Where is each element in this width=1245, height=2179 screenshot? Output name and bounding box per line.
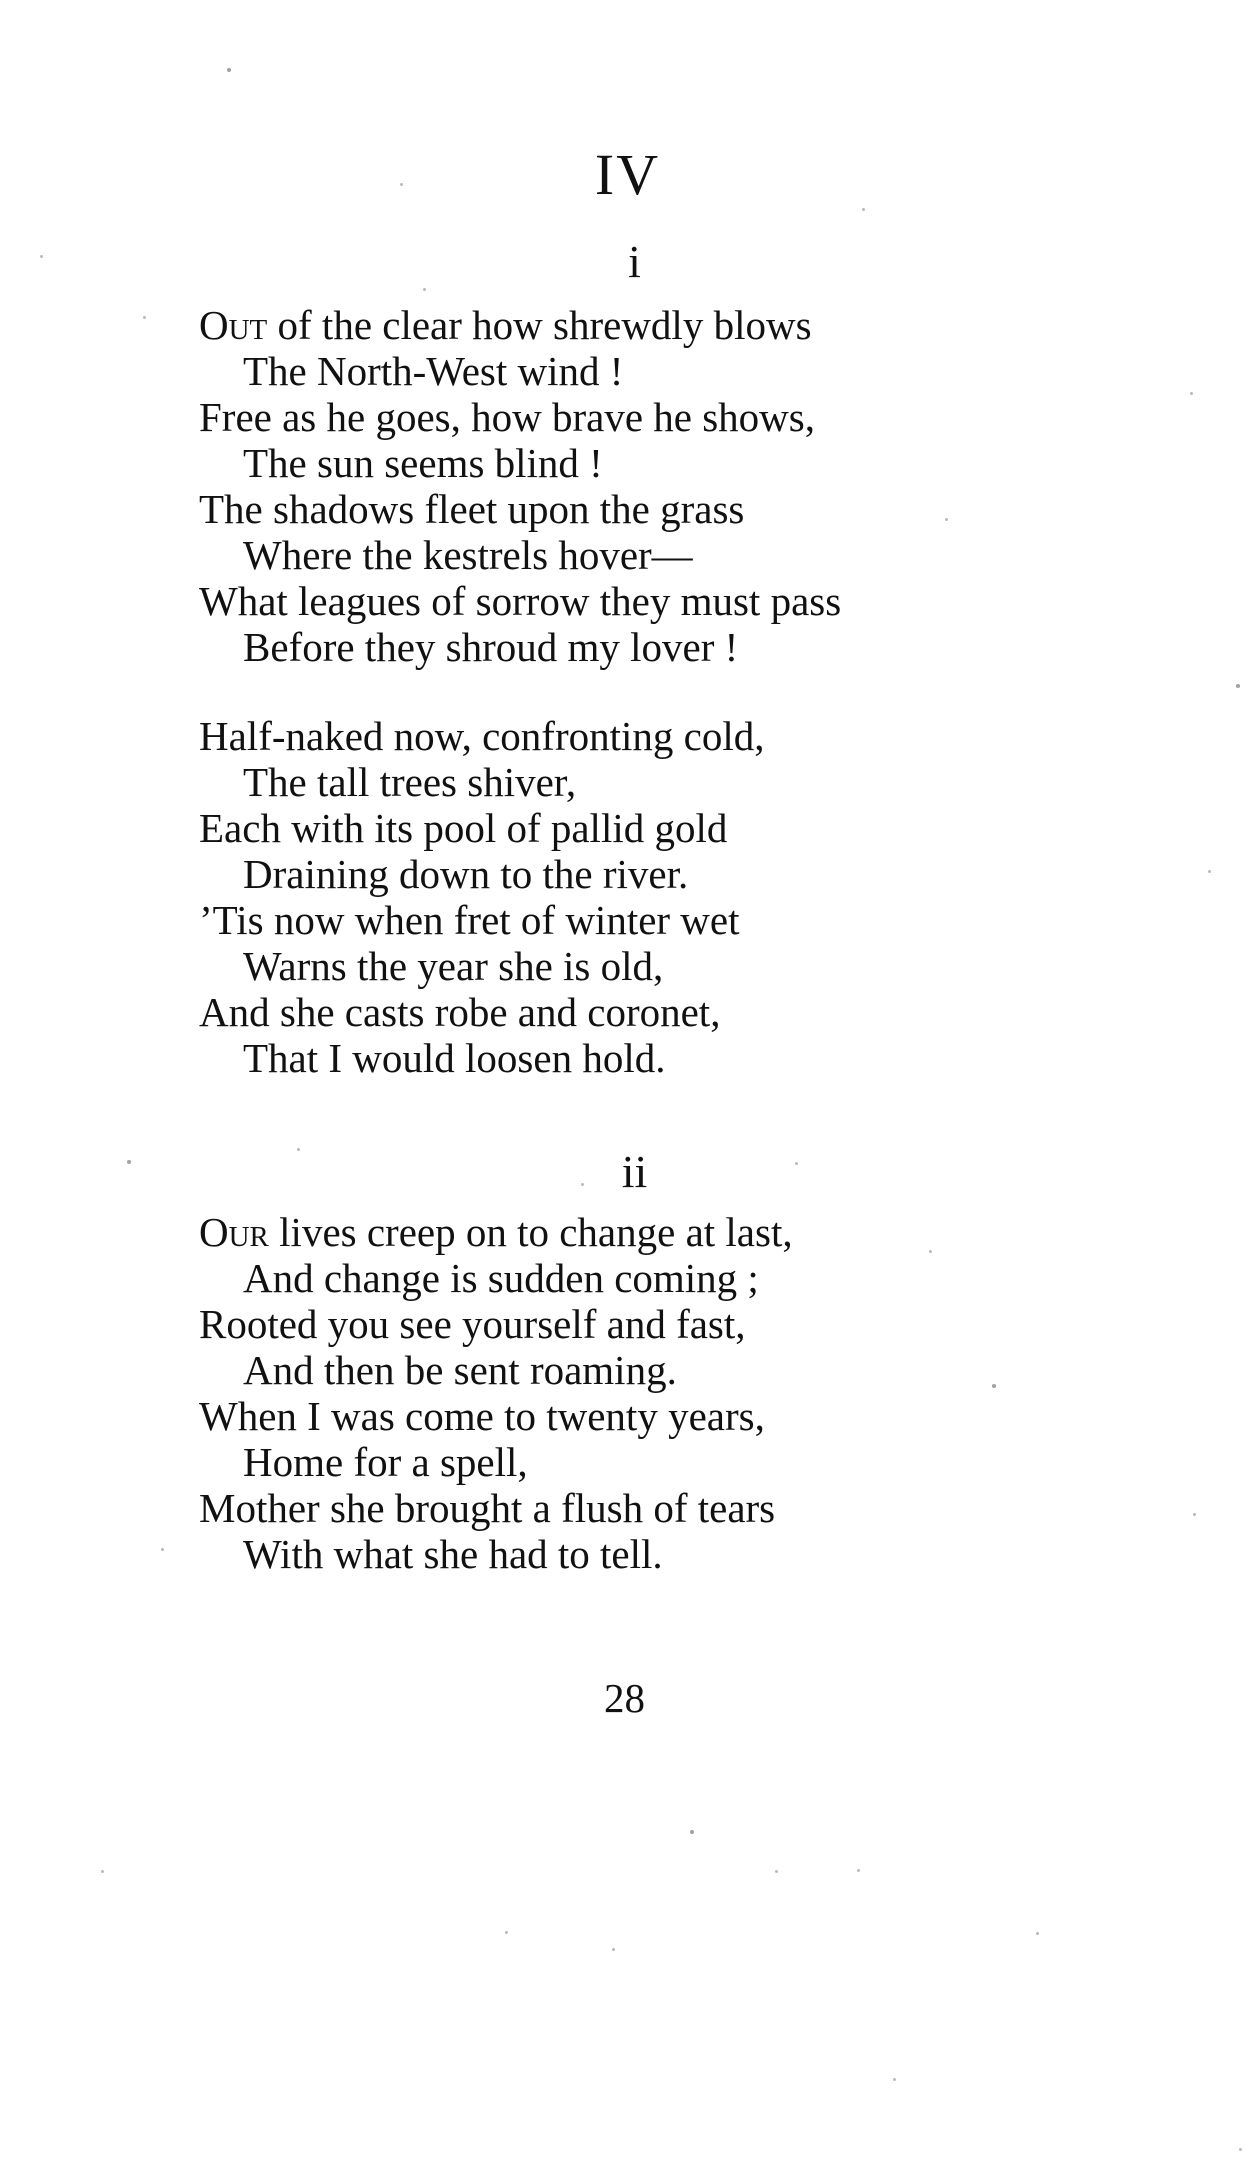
paper-speck xyxy=(505,1931,508,1934)
paper-speck xyxy=(775,1870,778,1873)
paper-speck xyxy=(1239,2148,1242,2151)
verse-line: The shadows fleet upon the grass xyxy=(199,486,745,532)
verse-line-lead: Out xyxy=(199,302,268,348)
paper-speck xyxy=(1036,1932,1039,1935)
verse-line-lead: Our xyxy=(199,1209,269,1255)
paper-speck xyxy=(893,2078,896,2081)
section-title: ii xyxy=(621,1146,648,1197)
paper-speck xyxy=(690,1830,694,1834)
verse-line-text: lives creep on to change at last, xyxy=(268,1209,793,1255)
verse-line xyxy=(199,302,1039,348)
paper-speck xyxy=(227,68,231,72)
paper-speck xyxy=(161,1548,164,1551)
verse-line: Draining down to the river. xyxy=(243,851,689,897)
verse-line xyxy=(199,1209,1039,1255)
section-title: i xyxy=(628,236,641,287)
verse-line: The sun seems blind ! xyxy=(243,440,603,486)
paper-speck xyxy=(143,316,146,319)
verse-line: Home for a spell, xyxy=(243,1439,528,1485)
verse-line: When I was come to twenty years, xyxy=(199,1393,765,1439)
verse-line: And then be sent roaming. xyxy=(243,1347,677,1393)
verse-line: And she casts robe and coronet, xyxy=(199,989,721,1035)
verse-line: With what she had to tell. xyxy=(243,1531,663,1577)
paper-speck xyxy=(1193,1513,1196,1516)
paper-speck xyxy=(1208,870,1211,873)
verse-line: ’Tis now when fret of winter wet xyxy=(199,897,740,943)
verse-line: The tall trees shiver, xyxy=(243,759,577,805)
verse-line: The North-West wind ! xyxy=(243,348,624,394)
verse-line: Mother she brought a flush of tears xyxy=(199,1485,776,1531)
paper-speck xyxy=(612,1948,615,1951)
paper-speck xyxy=(857,1869,860,1872)
paper-speck xyxy=(101,1870,104,1873)
verse-line: Half-naked now, confronting cold, xyxy=(199,713,765,759)
verse-line: And change is sudden coming ; xyxy=(243,1255,759,1301)
verse-line: Free as he goes, how brave he shows, xyxy=(199,394,815,440)
paper-speck xyxy=(1236,684,1240,688)
verse-line: That I would loosen hold. xyxy=(243,1035,666,1081)
stanza xyxy=(199,713,1039,1081)
paper-speck xyxy=(1190,392,1193,395)
verse-line-text: of the clear how shrewdly blows xyxy=(267,302,812,348)
verse-line: Warns the year she is old, xyxy=(243,943,664,989)
verse-line: Before they shroud my lover ! xyxy=(243,624,739,670)
verse-line: Rooted you see yourself and fast, xyxy=(199,1301,746,1347)
verse-line: What leagues of sorrow they must pass xyxy=(199,578,842,624)
verse-line: Where the kestrels hover— xyxy=(243,532,693,578)
verse-line: Each with its pool of pallid gold xyxy=(199,805,728,851)
stanza xyxy=(199,302,1039,670)
page-number: 28 xyxy=(604,1675,645,1721)
stanza xyxy=(199,1209,1039,1577)
part-title: IV xyxy=(594,142,661,207)
